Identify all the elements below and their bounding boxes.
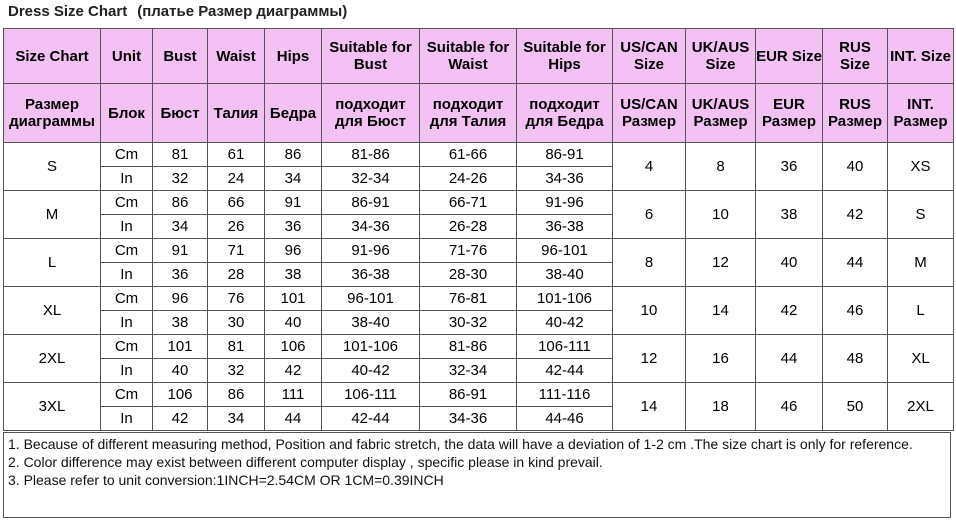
cm-suitable-waist: 81-86 <box>420 335 517 359</box>
note-1: 1. Because of different measuring method, Position and fabric stretch, the data will have a deviation of 1-2 cm .The size chart is only for reference. <box>8 436 913 452</box>
cm-suitable-hips: 96-101 <box>517 239 613 263</box>
in-suitable-hips: 38-40 <box>517 263 613 287</box>
in-suitable-waist: 30-32 <box>420 311 517 335</box>
cm-suitable-hips: 106-111 <box>517 335 613 359</box>
cm-waist: 61 <box>208 143 265 167</box>
table-row <box>4 287 954 311</box>
in-bust: 36 <box>153 263 208 287</box>
title-ru: (платье Размер диаграммы) <box>137 3 348 20</box>
in-bust: 40 <box>153 359 208 383</box>
in-suitable-hips: 42-44 <box>517 359 613 383</box>
in-unit: In <box>101 215 153 239</box>
size-eur: 42 <box>756 287 823 335</box>
size-rus: 44 <box>823 239 888 287</box>
in-suitable-bust: 38-40 <box>322 311 420 335</box>
in-suitable-bust: 40-42 <box>322 359 420 383</box>
in-suitable-hips: 34-36 <box>517 167 613 191</box>
in-hips: 38 <box>265 263 322 287</box>
cm-suitable-hips: 101-106 <box>517 287 613 311</box>
cm-waist: 81 <box>208 335 265 359</box>
in-bust: 42 <box>153 407 208 431</box>
size-rus: 40 <box>823 143 888 191</box>
size-int: L <box>888 287 954 335</box>
in-suitable-waist: 34-36 <box>420 407 517 431</box>
size-eur: 46 <box>756 383 823 431</box>
page-title <box>8 3 347 20</box>
header-ru-size-chart: Размер диаграммы <box>4 84 101 143</box>
header-waist: Waist <box>208 29 265 84</box>
cm-unit: Cm <box>101 335 153 359</box>
header-ru-hips: Бедра <box>265 84 322 143</box>
cm-bust: 86 <box>153 191 208 215</box>
size-eur: 36 <box>756 143 823 191</box>
in-suitable-waist: 32-34 <box>420 359 517 383</box>
size-us: 6 <box>613 191 686 239</box>
header-hips: Hips <box>265 29 322 84</box>
in-hips: 44 <box>265 407 322 431</box>
size-label: L <box>4 239 101 287</box>
size-uk: 18 <box>686 383 756 431</box>
in-suitable-waist: 26-28 <box>420 215 517 239</box>
header-uk-aus: UK/AUS Size <box>686 29 756 84</box>
cm-waist: 71 <box>208 239 265 263</box>
header-ru-bust: Бюст <box>153 84 208 143</box>
in-unit: In <box>101 359 153 383</box>
cm-unit: Cm <box>101 287 153 311</box>
in-suitable-bust: 32-34 <box>322 167 420 191</box>
in-suitable-hips: 40-42 <box>517 311 613 335</box>
in-waist: 26 <box>208 215 265 239</box>
size-int: 2XL <box>888 383 954 431</box>
cm-hips: 96 <box>265 239 322 263</box>
size-uk: 12 <box>686 239 756 287</box>
cm-waist: 76 <box>208 287 265 311</box>
size-us: 12 <box>613 335 686 383</box>
table-row <box>4 239 954 263</box>
cm-suitable-hips: 111-116 <box>517 383 613 407</box>
cm-suitable-waist: 61-66 <box>420 143 517 167</box>
in-bust: 34 <box>153 215 208 239</box>
header-int: INT. Size <box>888 29 954 84</box>
cm-suitable-bust: 86-91 <box>322 191 420 215</box>
in-waist: 34 <box>208 407 265 431</box>
in-unit: In <box>101 167 153 191</box>
note-3: 3. Please refer to unit conversion:1INCH=2.54CM OR 1CM=0.39INCH <box>8 472 444 488</box>
table-row <box>4 143 954 167</box>
in-bust: 32 <box>153 167 208 191</box>
header-eur: EUR Size <box>756 29 823 84</box>
in-suitable-hips: 36-38 <box>517 215 613 239</box>
notes-box <box>3 432 951 518</box>
header-suitable-waist: Suitable for Waist <box>420 29 517 84</box>
header-ru-suitable-waist: подходит для Талия <box>420 84 517 143</box>
cm-suitable-bust: 101-106 <box>322 335 420 359</box>
size-uk: 8 <box>686 143 756 191</box>
size-int: XS <box>888 143 954 191</box>
table-row <box>4 383 954 407</box>
cm-suitable-waist: 76-81 <box>420 287 517 311</box>
in-waist: 30 <box>208 311 265 335</box>
cm-bust: 81 <box>153 143 208 167</box>
in-suitable-waist: 24-26 <box>420 167 517 191</box>
in-suitable-bust: 36-38 <box>322 263 420 287</box>
cm-suitable-hips: 91-96 <box>517 191 613 215</box>
in-unit: In <box>101 311 153 335</box>
size-us: 14 <box>613 383 686 431</box>
size-uk: 10 <box>686 191 756 239</box>
header-ru-suitable-bust: подходит для Бюст <box>322 84 420 143</box>
header-ru-rus: RUS Размер <box>823 84 888 143</box>
size-eur: 38 <box>756 191 823 239</box>
header-ru-suitable-hips: подходит для Бедра <box>517 84 613 143</box>
header-rus: RUS Size <box>823 29 888 84</box>
cm-suitable-bust: 91-96 <box>322 239 420 263</box>
size-us: 10 <box>613 287 686 335</box>
size-int: S <box>888 191 954 239</box>
cm-bust: 96 <box>153 287 208 311</box>
size-rus: 42 <box>823 191 888 239</box>
size-label: M <box>4 191 101 239</box>
cm-suitable-bust: 96-101 <box>322 287 420 311</box>
header-ru-waist: Талия <box>208 84 265 143</box>
cm-bust: 106 <box>153 383 208 407</box>
in-hips: 34 <box>265 167 322 191</box>
size-uk: 16 <box>686 335 756 383</box>
table-row <box>4 191 954 215</box>
cm-waist: 66 <box>208 191 265 215</box>
header-ru-int: INT. Размер <box>888 84 954 143</box>
cm-unit: Cm <box>101 191 153 215</box>
size-label: XL <box>4 287 101 335</box>
cm-hips: 86 <box>265 143 322 167</box>
cm-hips: 106 <box>265 335 322 359</box>
size-eur: 40 <box>756 239 823 287</box>
header-suitable-hips: Suitable for Hips <box>517 29 613 84</box>
cm-suitable-waist: 66-71 <box>420 191 517 215</box>
cm-suitable-bust: 81-86 <box>322 143 420 167</box>
table-row <box>4 335 954 359</box>
header-ru-us-can: US/CAN Размер <box>613 84 686 143</box>
in-suitable-hips: 44-46 <box>517 407 613 431</box>
size-us: 4 <box>613 143 686 191</box>
size-label: 2XL <box>4 335 101 383</box>
in-unit: In <box>101 407 153 431</box>
header-ru-unit: Блок <box>101 84 153 143</box>
size-rus: 46 <box>823 287 888 335</box>
in-hips: 42 <box>265 359 322 383</box>
cm-suitable-bust: 106-111 <box>322 383 420 407</box>
in-suitable-bust: 42-44 <box>322 407 420 431</box>
cm-hips: 91 <box>265 191 322 215</box>
cm-hips: 111 <box>265 383 322 407</box>
cm-suitable-waist: 71-76 <box>420 239 517 263</box>
title-en: Dress Size Chart <box>8 3 128 20</box>
size-int: M <box>888 239 954 287</box>
cm-hips: 101 <box>265 287 322 311</box>
cm-waist: 86 <box>208 383 265 407</box>
in-suitable-bust: 34-36 <box>322 215 420 239</box>
cm-unit: Cm <box>101 143 153 167</box>
size-rus: 48 <box>823 335 888 383</box>
in-waist: 28 <box>208 263 265 287</box>
header-us-can: US/CAN Size <box>613 29 686 84</box>
size-rus: 50 <box>823 383 888 431</box>
size-chart-table <box>3 28 954 431</box>
header-bust: Bust <box>153 29 208 84</box>
in-waist: 24 <box>208 167 265 191</box>
in-unit: In <box>101 263 153 287</box>
header-ru-uk-aus: UK/AUS Размер <box>686 84 756 143</box>
in-bust: 38 <box>153 311 208 335</box>
in-hips: 36 <box>265 215 322 239</box>
note-2: 2. Color difference may exist between different computer display , specific please in kind prevail. <box>8 454 603 470</box>
cm-unit: Cm <box>101 383 153 407</box>
header-suitable-bust: Suitable for Bust <box>322 29 420 84</box>
cm-suitable-hips: 86-91 <box>517 143 613 167</box>
header-unit: Unit <box>101 29 153 84</box>
cm-bust: 101 <box>153 335 208 359</box>
size-uk: 14 <box>686 287 756 335</box>
size-eur: 44 <box>756 335 823 383</box>
cm-bust: 91 <box>153 239 208 263</box>
cm-unit: Cm <box>101 239 153 263</box>
size-int: XL <box>888 335 954 383</box>
cm-suitable-waist: 86-91 <box>420 383 517 407</box>
header-size-chart: Size Chart <box>4 29 101 84</box>
header-row-ru <box>4 84 954 143</box>
in-waist: 32 <box>208 359 265 383</box>
in-hips: 40 <box>265 311 322 335</box>
size-label: 3XL <box>4 383 101 431</box>
in-suitable-waist: 28-30 <box>420 263 517 287</box>
header-ru-eur: EUR Размер <box>756 84 823 143</box>
size-label: S <box>4 143 101 191</box>
size-us: 8 <box>613 239 686 287</box>
header-row-en <box>4 29 954 84</box>
